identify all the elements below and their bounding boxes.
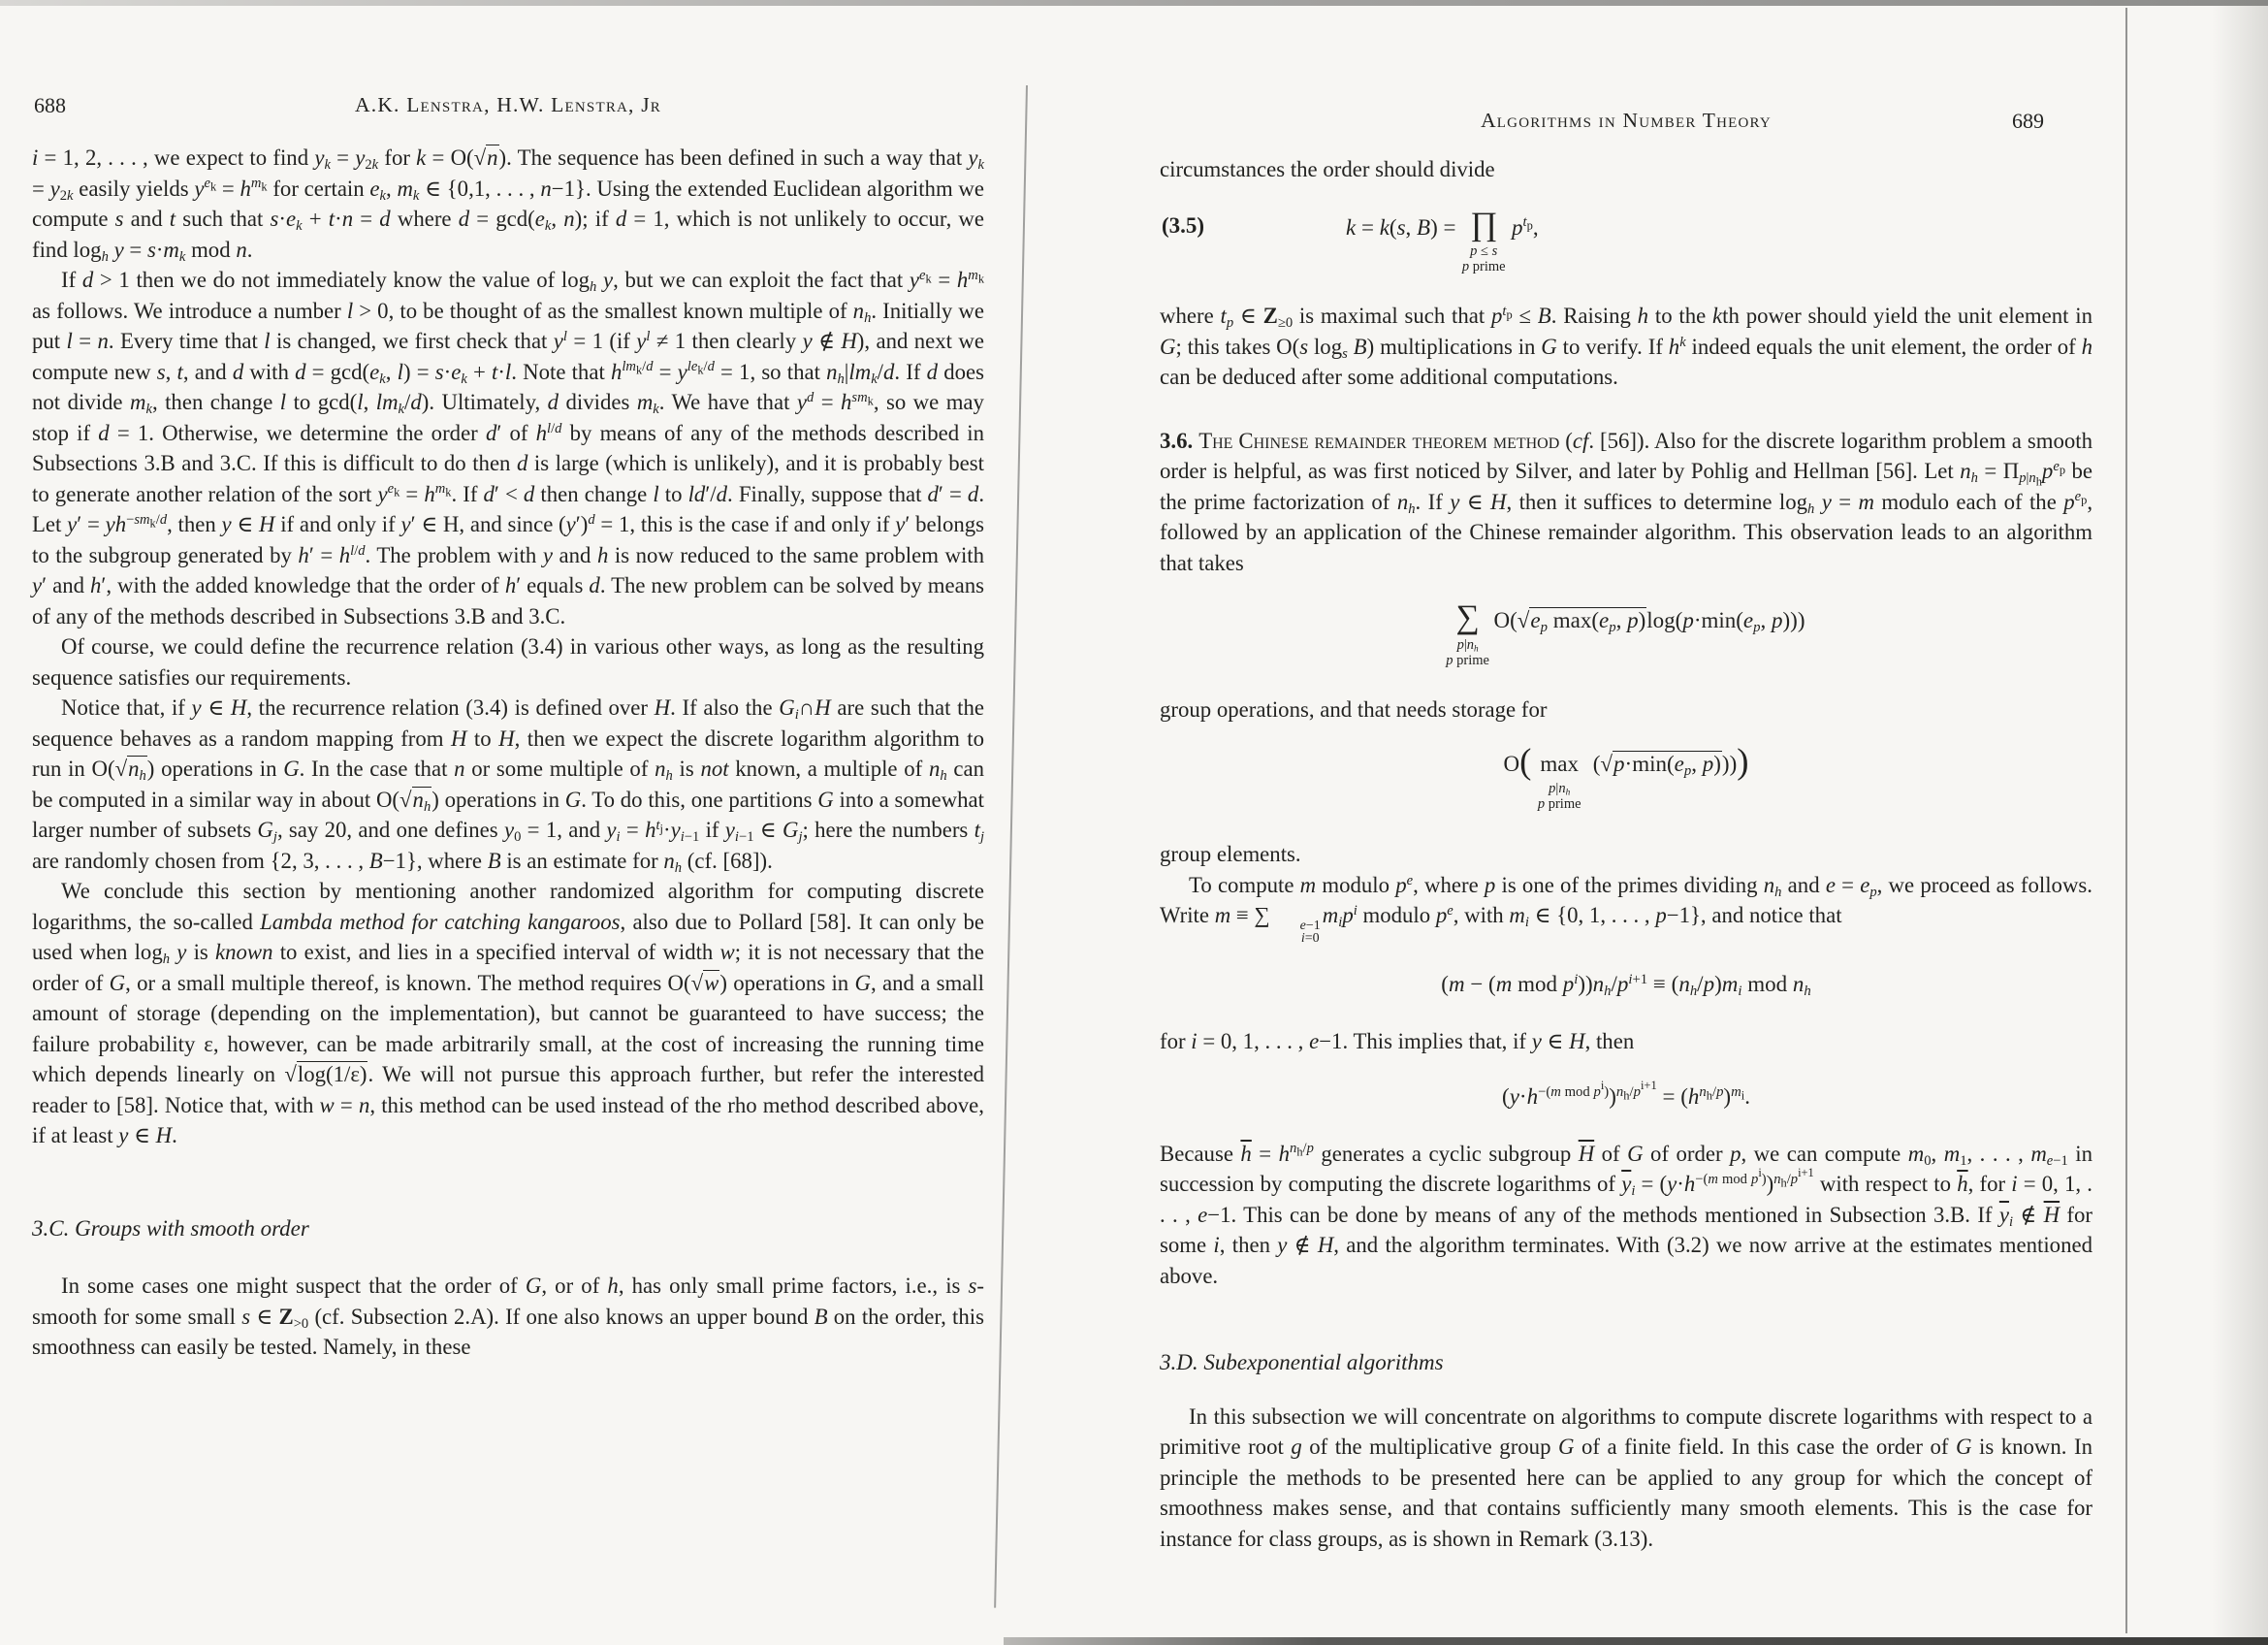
display-equation-max [1160,741,2092,812]
paragraph: In some cases one might suspect that the order of G, or of h, has only small prime factors, i.e., is s-smooth for some small s ∈ $Z_{>0}$ (cf. Subsection 2.A). If one also knows an upper bound B on the order, this smoothness can easily be tested. Namely, in these [32,1274,985,1359]
paragraph: Notice that, if y ∈ H, the recurrence relation (3.4) is defined over H. If also the $G_i\cap H$ are such that the sequence behaves as a random mapping from H to H, then we expect the discrete logarithm algorithm to run in $O(√n_h)$ operations in G. In the case that n or some multiple of $n_h$ is not known, a multiple of $n_h$ can be computed in a similar way in about $O(√n_h)$ operations in G. To do this, one partitions G into a somewhat larger number of subsets $G_j$, say 20, and one defines $y_0 = 1$, and $y_i = h^{t_j}\cdot y_{i-1}$ if $y_{i-1}$ ∈ $G_j$; here the numbers $t_j$ are randomly chosen from {2, 3, . . . , B−1}, where B is an estimate for $n_h$ (cf. [68]). [32,695,984,876]
paragraph: We conclude this section by mentioning another randomized algorithm for computing discrete logarithms, the so-called Lambda method for catching kangaroos, also due to Pollard [58]. It can only be used when $\log_h y$ is known to exist, and lies in a specified interval of width w; it is not necessary that the order of G, or a small multiple thereof, is known. The method requires O(√w) operations in G, and a small amount of storage (depending on the implementation), but cannot be guaranteed to have success; the failure probability ε, however, can be made arbitrarily small, at the cost of increasing the running time which depends linearly on √log(1/ε). We will not pursue this approach further, but refer the interested reader to [58]. Notice that, with w = n, this method can be used instead of the rho method described above, if at least y ∈ H. [32,879,984,1147]
display-equation-mod [1160,968,2092,1001]
display-equation-sum [1160,599,2092,668]
page-number: 688 [34,93,66,117]
page-gutter-shadow [994,85,1028,1608]
page-688 [32,93,984,1363]
paragraph: Of course, we could define the recurrence relation (3.4) in various other ways, as long as the resulting sequence satisfies our requirements. [32,634,984,690]
running-head: A.K. Lenstra, H.W. Lenstra, Jr [355,93,661,116]
page-number: 689 [2012,109,2044,133]
right-page-edge-line [2125,8,2127,1633]
paragraph-section-3-6: 3.6. The Chinese remainder theorem method (cf. [56]). Also for the discrete logarithm problem a smooth order is helpful, as was first noticed by Silver, and later by Pohlig and Hellman [56]. Let $n_h = \Pi_{p|n_h}p^{e_p}$ be the prime factorization of $n_h$. If y ∈ H, then it suffices to determine $\log_h y = m$ modulo each of the $p^{e_p}$, followed by an application of the Chinese remainder algorithm. This observation leads to an algorithm that takes [1160,428,2093,575]
paragraph: In this subsection we will concentrate on algorithms to compute discrete logarithms with respect to a primitive root g of the multiplicative group G of a finite field. In this case the order of G is known. In principle the methods to be presented here can be applied to any group for which the concept of smoothness makes sense, and that contains sufficiently many smooth elements. This is the case for instance for class groups, as is shown in Remark (3.13). [1160,1403,2093,1551]
paragraph: i = 1, 2, . . . , we expect to find $y_k = y_{2k}$ for k = O(√n). The sequence has been defined in such a way that $y_k = y_{2k}$ easily yields $y^{e_k} = h^{m_k}$ for certain $e_k$, $m_k$ ∈ {0,1, . . . , n−1}. Using the extended Euclidean algorithm we compute s and t such that $s\cdot e_k + t\cdot n = d$ where $d = \gcd(e_k$, n); if d = 1, which is not unlikely to occur, we find $\log_h y = s\cdot m_k$ mod n. [32,145,985,265]
paragraph: To compute m modulo $p^e$, where p is one of the primes dividing $n_h$ and $e = e_p$, we proceed as follows. Write m ≡ ∑ e−1 i=0 $m_ip^i$ modulo $p^e$, with $m_i$ ∈ {0, 1, . . . , p−1}, and notice that [1160,872,2092,946]
paragraph: for i = 0, 1, . . . , e−1. This implies that, if y ∈ H, then [1160,1029,1635,1053]
paragraph: circumstances the order should divide [1160,157,1495,181]
page-body [32,143,984,1363]
paragraph: group operations, and that needs storage for [1160,696,1548,722]
paragraph: where $t_p$ ∈ $Z_{\ge 0}$ is maximal such that $p^{t_p} \le B$. Raising h to the kth power should yield the unit element in G; this takes O(s $\log_s B$) multiplications in G to verify. If $h^k$ indeed equals the unit element, the order of h can be deduced after some additional computations. [1160,303,2092,389]
display-equation-3-5 [1160,206,2092,275]
equation-formula: $(y\cdot h^{-(m mod p^i)})^{n_h/p^{i+1}} = (h^{n_h/p})^{m_i}$. [1502,1078,1750,1109]
equation-formula: ∑ $p|n_h$ p prime $O(√e_p$ $\max(e_p$, $p)\log(p\cdot\min(e_p$, p))) [1446,599,1805,668]
section-heading-3c: 3.C. Groups with smooth order [32,1215,309,1241]
paragraph: group elements. [1160,842,1301,866]
page-body [1160,154,2092,1554]
scan-right-edge [2212,0,2268,1645]
equation-formula: (m − (m mod $p^i))n_h/p^{i+1} \equiv (n_h/p)m_i$ mod $n_h$ [1441,972,1811,1000]
scan-top-edge [0,0,2268,6]
page-header [32,93,984,122]
paragraph: If d > 1 then we do not immediately know the value of $\log_h y$, but we can exploit the fact that $y^{e_k} = h^{m_k}$ as follows. We introduce a number l > 0, to be thought of as the smallest known multiple of $n_h$. Initially we put l = n. Every time that l is changed, we first check that $y^l = 1$ (if $y^l \ne 1$ then clearly y ∉ H), and next we compute new s, t, and d with $d = \gcd(e_k$, $l) = s\cdot e_k + t\cdot l$. Note that $h^{lm_k/d} = y^{le_k/d} = 1$, so that $n_h|lm_k/d$. If d does not divide $m_k$, then change l to gcd(l, $lm_k/d$). Ultimately, d divides $m_k$. We have that $y^d = h^{sm_k}$, so we may stop if d = 1. Otherwise, we determine the order d′ of $h^{l/d}$ by means of any of the methods described in Subsections 3.B and 3.C. If this is difficult to do then d is large (which is unlikely), and it is probably best to generate another relation of the sort $y^{e_k} = h^{m_k}$. If d′ < d then change l to ld′/d. Finally, suppose that d′ = d. Let $y' = yh^{-sm_k/d}$, then y ∈ H if and only if y′ ∈ H, and since $(y')^d = 1$, this is the case if and only if y′ belongs to the subgroup generated by $h' = h^{l/d}$. The problem with y and h is now reduced to the same problem with y′ and h′, with the added knowledge that the order of h′ equals d. The new problem can be solved by means of any of the methods described in Subsections 3.B and 3.C. [32,267,985,629]
running-head: Algorithms in Number Theory [1481,109,1772,132]
display-equation-power [1160,1078,2092,1113]
page-header [1160,109,2092,138]
equation-formula: k = k(s, B) = ∏ p ≤ s p prime $p^{t_p}$, [1346,206,1539,275]
equation-formula: O( max $p|n_h$ p prime ($√p\cdot\min(e_p$, p)))) [1503,741,1749,812]
equation-number: (3.5) [1162,212,1205,238]
paragraph: Because $\overline{h} = h^{n_h/p}$ generates a cyclic subgroup $\overline{H}$ of G of order p, we can compute $m_0$, $m_1$, . . . , $m_{e-1}$ in succession by computing the discrete logarithms of $\overline{y}_i = (y\cdot h^{-(m mod p^i)})^{n_h/p^{i+1}}$ with respect to $\overline{h}$, for i = 0, 1, . . . , e−1. This can be done by means of any of the methods mentioned in Subsection 3.B. If $\overline{y}_i$ ∉ $\overline{H}$ for some i, then y ∉ H, and the algorithm terminates. With (3.2) we now arrive at the estimates mentioned above. [1160,1141,2093,1288]
page-689 [1160,109,2092,1554]
section-heading-3d: 3.D. Subexponential algorithms [1160,1350,1444,1374]
scan-bottom-edge [1004,1637,2268,1645]
